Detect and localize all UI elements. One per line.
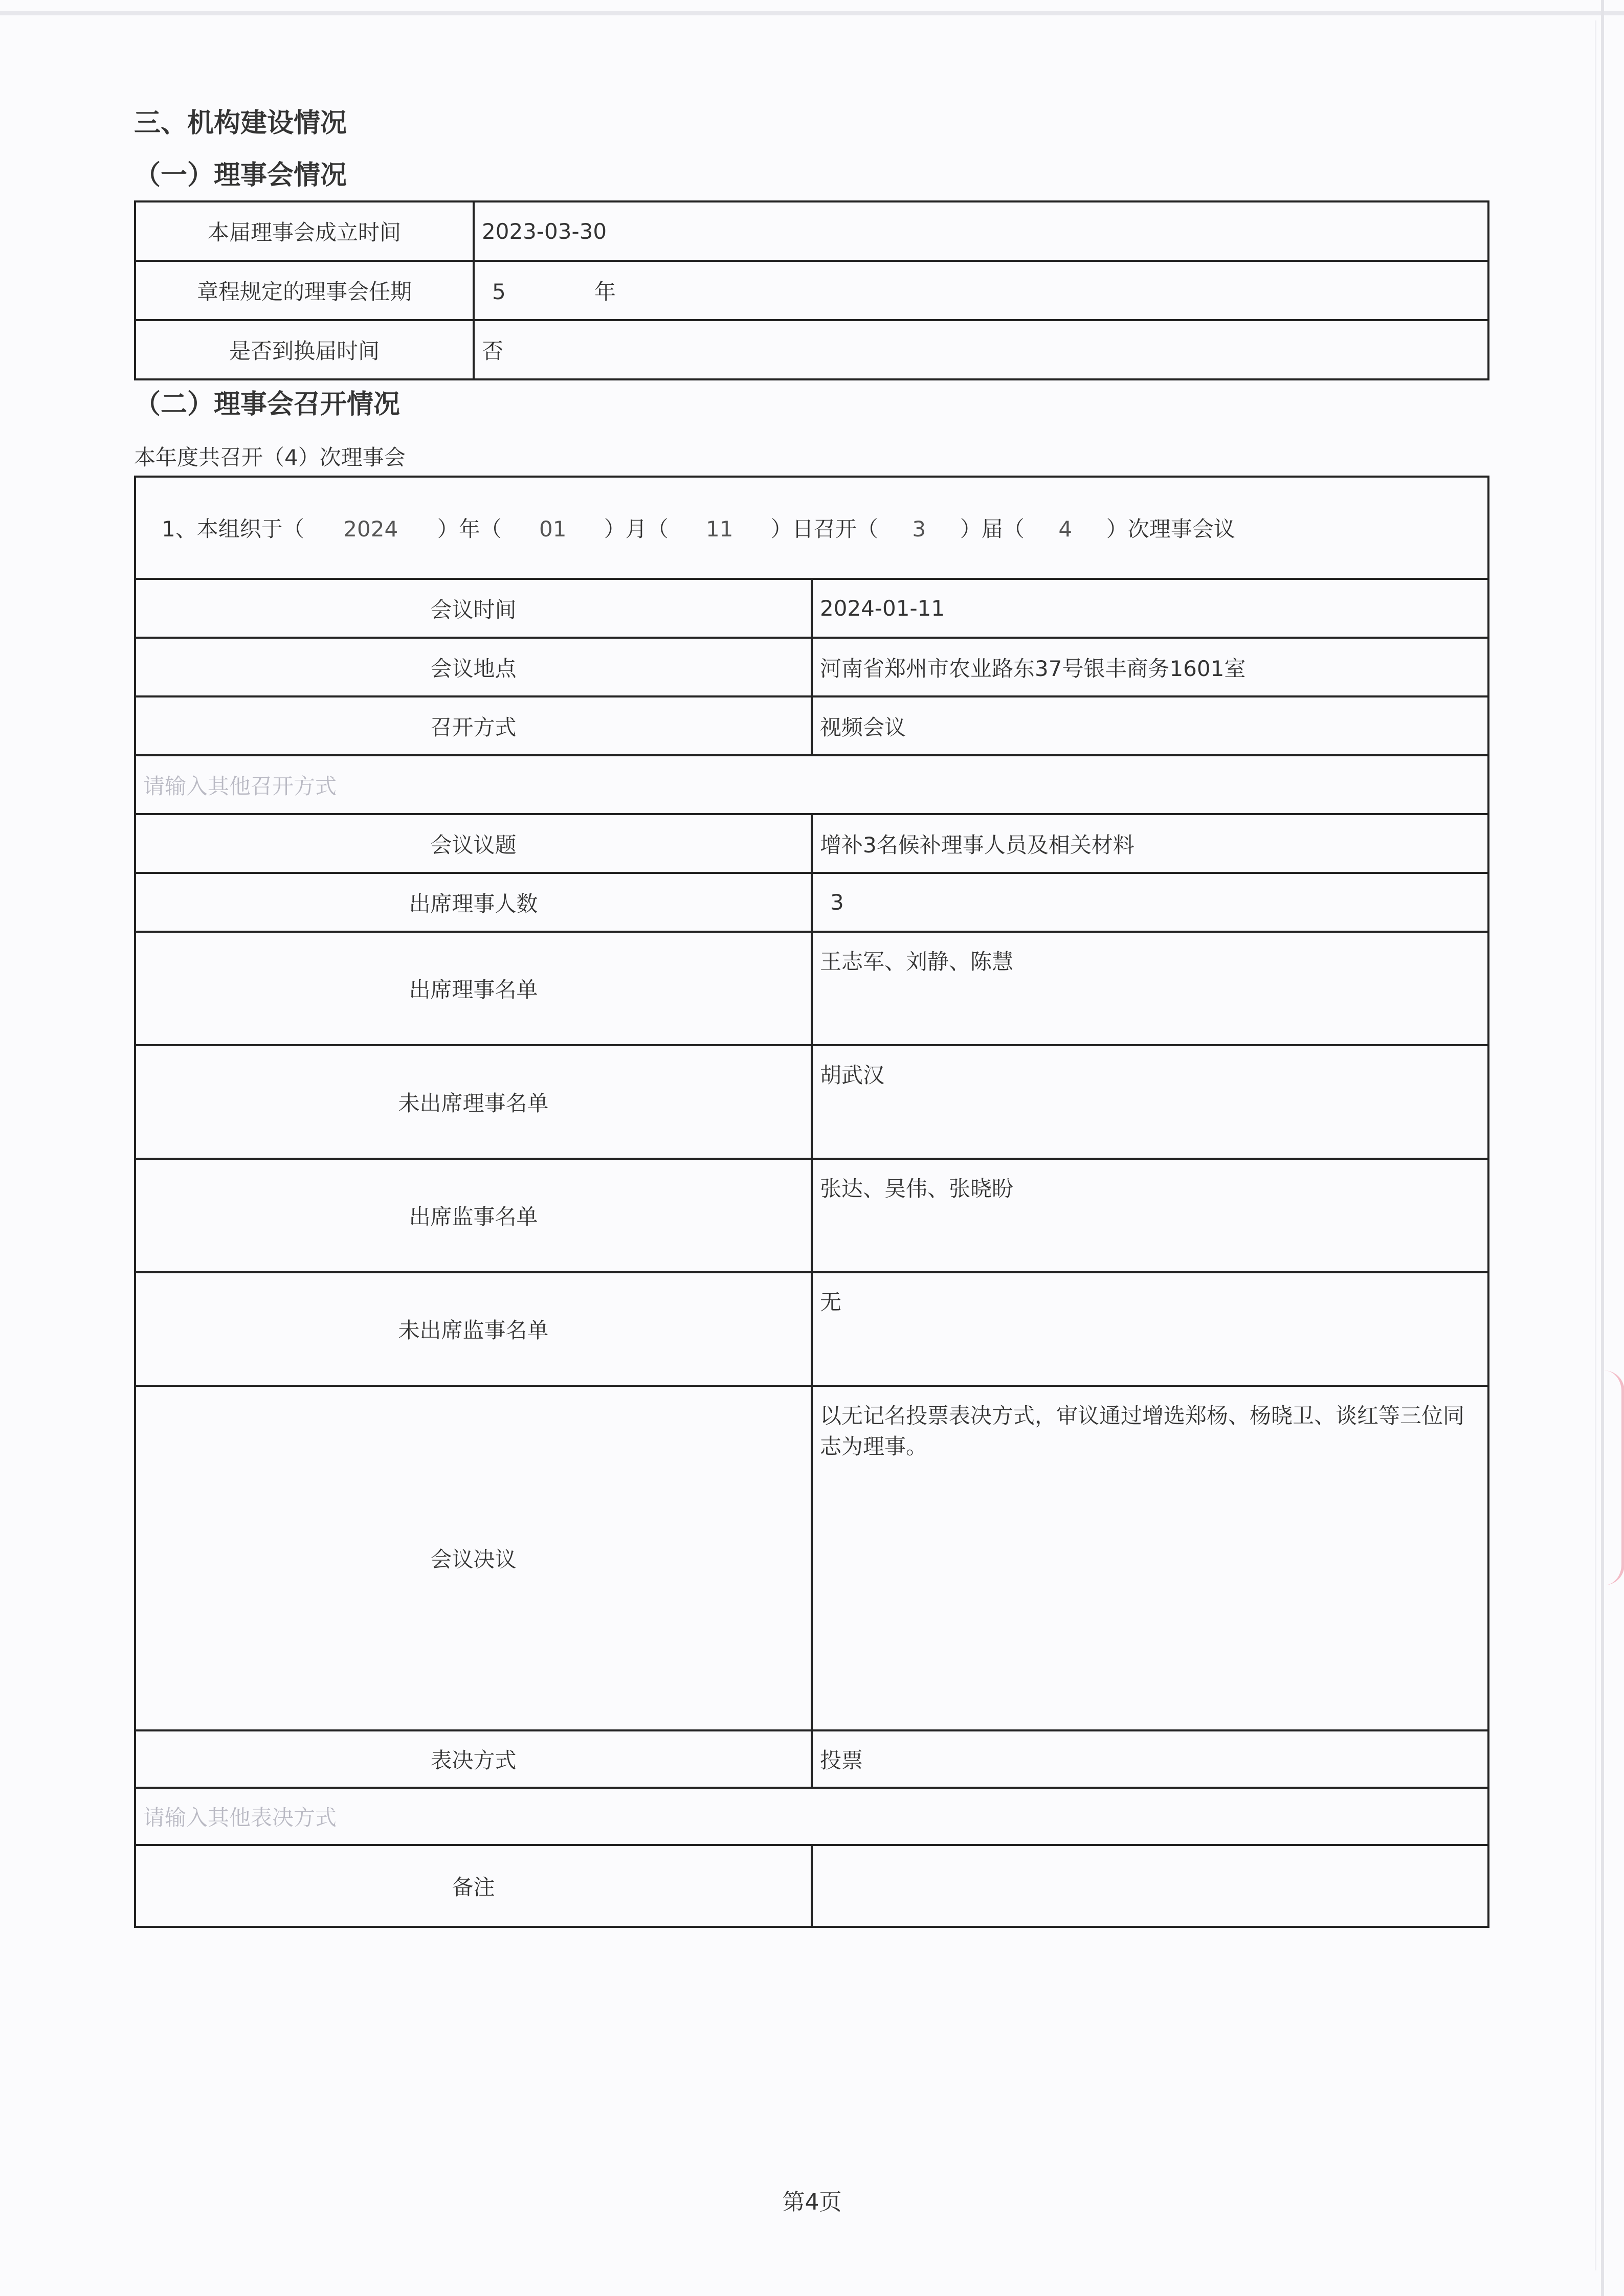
meeting-time-label: 会议时间 <box>135 579 812 638</box>
table-row <box>135 1730 1488 1788</box>
meeting-mode-value: 视频会议 <box>812 696 1488 755</box>
attend-list-value: 王志军、刘静、陈慧 <box>812 932 1488 1045</box>
table-row <box>135 1788 1488 1845</box>
meeting-time-value: 2024-01-11 <box>812 579 1488 638</box>
supervisors-value: 张达、吴伟、张晓盼 <box>812 1159 1488 1272</box>
table-row <box>135 1045 1488 1159</box>
supervisors-label: 出席监事名单 <box>135 1159 812 1272</box>
table-row <box>135 579 1488 638</box>
board-established-value: 2023-03-30 <box>474 201 1488 261</box>
table-row <box>135 320 1488 379</box>
remarks-label: 备注 <box>135 1845 812 1927</box>
vote-mode-value: 投票 <box>812 1730 1488 1788</box>
section-title: 三、机构建设情况 <box>134 108 347 139</box>
header-session: 3 <box>912 516 926 542</box>
scan-edge-top <box>0 11 1624 15</box>
header-count-suffix: ）次理事会议 <box>1106 516 1235 542</box>
table-row <box>135 261 1488 320</box>
header-month: 01 <box>539 516 567 542</box>
meeting-place-label: 会议地点 <box>135 638 812 696</box>
absent-supervisors-label: 未出席监事名单 <box>135 1272 812 1386</box>
other-vote-input[interactable]: 请输入其他表决方式 <box>135 1788 1488 1845</box>
table-row <box>135 814 1488 873</box>
absent-supervisors-value: 无 <box>812 1272 1488 1386</box>
other-mode-input[interactable]: 请输入其他召开方式 <box>135 755 1488 814</box>
meeting-header-row <box>135 477 1488 579</box>
table-row <box>135 932 1488 1045</box>
reelection-due-value: 否 <box>474 320 1488 379</box>
vote-mode-label: 表决方式 <box>135 1730 812 1788</box>
absent-list-label: 未出席理事名单 <box>135 1045 812 1159</box>
table-row <box>135 1272 1488 1386</box>
meeting-topic-label: 会议议题 <box>135 814 812 873</box>
header-prefix: 1、本组织于（ <box>162 516 304 542</box>
table-row <box>135 755 1488 814</box>
meeting-topic-value: 增补3名候补理事人员及相关材料 <box>812 814 1488 873</box>
header-count: 4 <box>1058 516 1073 542</box>
board-term-label: 章程规定的理事会任期 <box>135 261 474 320</box>
header-year-suffix: ）年（ <box>437 516 502 542</box>
seal-stamp-fragment <box>1591 1370 1624 1585</box>
table-row <box>135 1845 1488 1927</box>
header-day: 11 <box>706 516 733 542</box>
attend-list-label: 出席理事名单 <box>135 932 812 1045</box>
board-term-unit: 年 <box>594 279 616 304</box>
meeting-place-value: 河南省郑州市农业路东37号银丰商务1601室 <box>812 638 1488 696</box>
table-row <box>135 1159 1488 1272</box>
subsection-meetings: （二）理事会召开情况 <box>134 389 401 420</box>
absent-list-value: 胡武汉 <box>812 1045 1488 1159</box>
meeting-mode-label: 召开方式 <box>135 696 812 755</box>
table-row <box>135 201 1488 261</box>
header-session-suffix: ）届（ <box>960 516 1025 542</box>
header-day-suffix: ）日召开（ <box>770 516 878 542</box>
table-row <box>135 696 1488 755</box>
reelection-due-label: 是否到换届时间 <box>135 320 474 379</box>
table-row <box>135 638 1488 696</box>
attend-count-value: 3 <box>812 873 1488 932</box>
page-number: 第4页 <box>782 2189 842 2215</box>
attend-count-label: 出席理事人数 <box>135 873 812 932</box>
scan-edge-inner <box>1595 20 1596 2270</box>
table-row <box>135 1386 1488 1730</box>
meeting-header <box>135 477 1488 579</box>
board-term-value: 5 <box>492 279 506 304</box>
board-info-table <box>134 200 1489 380</box>
board-term-cell <box>474 261 1488 320</box>
header-year: 2024 <box>343 516 398 542</box>
remarks-value <box>812 1845 1488 1927</box>
scan-edge-right <box>1601 0 1604 2296</box>
subsection-board-info: （一）理事会情况 <box>134 160 347 191</box>
header-month-suffix: ）月（ <box>604 516 669 542</box>
meeting-table <box>134 476 1489 1928</box>
resolution-value: 以无记名投票表决方式，审议通过增选郑杨、杨晓卫、谈红等三位同志为理事。 <box>812 1386 1488 1730</box>
meeting-count-summary: 本年度共召开（4）次理事会 <box>134 445 406 470</box>
table-row <box>135 873 1488 932</box>
resolution-label: 会议决议 <box>135 1386 812 1730</box>
board-established-label: 本届理事会成立时间 <box>135 201 474 261</box>
